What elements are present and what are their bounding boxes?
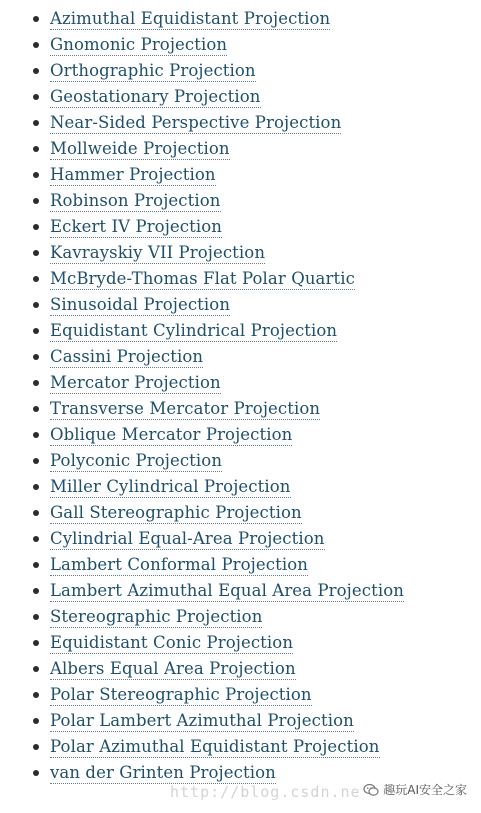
bullet-icon	[33, 68, 39, 74]
projection-link[interactable]: Gall Stereographic Projection	[50, 503, 302, 522]
projection-link[interactable]: Lambert Conformal Projection	[50, 555, 308, 574]
projection-link[interactable]: Azimuthal Equidistant Projection	[50, 9, 331, 28]
list-item	[0, 526, 481, 552]
bullet-icon	[33, 588, 39, 594]
bullet-icon	[33, 666, 39, 672]
projection-link[interactable]: Oblique Mercator Projection	[50, 425, 293, 444]
projection-link[interactable]: Equidistant Conic Projection	[50, 633, 294, 652]
projection-link[interactable]: Gnomonic Projection	[50, 35, 228, 54]
list-item	[0, 474, 481, 500]
projection-link[interactable]: McBryde-Thomas Flat Polar Quartic	[50, 269, 355, 288]
list-item	[0, 110, 481, 136]
bullet-icon	[33, 744, 39, 750]
projection-link[interactable]: Polyconic Projection	[50, 451, 223, 470]
projection-link[interactable]: Sinusoidal Projection	[50, 295, 231, 314]
list-item	[0, 240, 481, 266]
bullet-icon	[33, 718, 39, 724]
projection-link[interactable]: Kavrayskiy VII Projection	[50, 243, 266, 262]
watermark-brand-label: 趣玩AI安全之家	[383, 783, 467, 797]
projection-link[interactable]: Eckert IV Projection	[50, 217, 223, 236]
list-item	[0, 708, 481, 734]
bullet-icon	[33, 224, 39, 230]
projection-link[interactable]: Equidistant Cylindrical Projection	[50, 321, 338, 340]
bullet-icon	[33, 640, 39, 646]
list-item	[0, 266, 481, 292]
list-item	[0, 656, 481, 682]
list-item	[0, 214, 481, 240]
projection-link[interactable]: Lambert Azimuthal Equal Area Projection	[50, 581, 404, 600]
bullet-icon	[33, 510, 39, 516]
bullet-icon	[33, 562, 39, 568]
list-item	[0, 552, 481, 578]
list-item	[0, 162, 481, 188]
list-item	[0, 58, 481, 84]
list-item	[0, 6, 481, 32]
chat-bubble-icon	[363, 782, 379, 798]
bullet-icon	[33, 484, 39, 490]
bullet-icon	[33, 328, 39, 334]
projection-link[interactable]: Polar Lambert Azimuthal Projection	[50, 711, 354, 730]
projection-link[interactable]: Mercator Projection	[50, 373, 221, 392]
projection-link[interactable]: Mollweide Projection	[50, 139, 230, 158]
projection-link[interactable]: Stereographic Projection	[50, 607, 263, 626]
projection-link[interactable]: Transverse Mercator Projection	[50, 399, 321, 418]
bullet-icon	[33, 536, 39, 542]
projection-link[interactable]: Albers Equal Area Projection	[50, 659, 296, 678]
list-item	[0, 604, 481, 630]
projection-link[interactable]: Miller Cylindrical Projection	[50, 477, 291, 496]
bullet-icon	[33, 432, 39, 438]
bullet-icon	[33, 250, 39, 256]
projection-link[interactable]: Near-Sided Perspective Projection	[50, 113, 342, 132]
bullet-icon	[33, 42, 39, 48]
bullet-icon	[33, 380, 39, 386]
projection-list	[0, 6, 481, 786]
list-item	[0, 422, 481, 448]
projection-link[interactable]: Cylindrial Equal-Area Projection	[50, 529, 325, 548]
bullet-icon	[33, 198, 39, 204]
bullet-icon	[33, 302, 39, 308]
bullet-icon	[33, 276, 39, 282]
list-item	[0, 734, 481, 760]
projection-link[interactable]: Polar Azimuthal Equidistant Projection	[50, 737, 380, 756]
bullet-icon	[33, 172, 39, 178]
projection-link[interactable]: Robinson Projection	[50, 191, 221, 210]
projection-link[interactable]: Polar Stereographic Projection	[50, 685, 312, 704]
list-item	[0, 396, 481, 422]
list-item	[0, 136, 481, 162]
bullet-icon	[33, 614, 39, 620]
bullet-icon	[33, 94, 39, 100]
list-item	[0, 292, 481, 318]
bullet-icon	[33, 692, 39, 698]
bullet-icon	[33, 458, 39, 464]
list-item	[0, 344, 481, 370]
projection-link[interactable]: van der Grinten Projection	[50, 763, 276, 782]
list-item	[0, 318, 481, 344]
list-item	[0, 32, 481, 58]
list-item	[0, 188, 481, 214]
bullet-icon	[33, 16, 39, 22]
watermark-url: http://blog.csdn.ne	[170, 783, 361, 801]
list-item	[0, 578, 481, 604]
list-item	[0, 682, 481, 708]
projection-link[interactable]: Cassini Projection	[50, 347, 204, 366]
list-item	[0, 370, 481, 396]
bullet-icon	[33, 406, 39, 412]
list-item	[0, 630, 481, 656]
list-item	[0, 448, 481, 474]
list-item	[0, 84, 481, 110]
list-item	[0, 500, 481, 526]
bullet-icon	[33, 120, 39, 126]
projection-link[interactable]: Orthographic Projection	[50, 61, 256, 80]
watermark-brand	[363, 781, 467, 798]
projection-link[interactable]: Geostationary Projection	[50, 87, 261, 106]
bullet-icon	[33, 770, 39, 776]
bullet-icon	[33, 146, 39, 152]
projection-link[interactable]: Hammer Projection	[50, 165, 216, 184]
bullet-icon	[33, 354, 39, 360]
